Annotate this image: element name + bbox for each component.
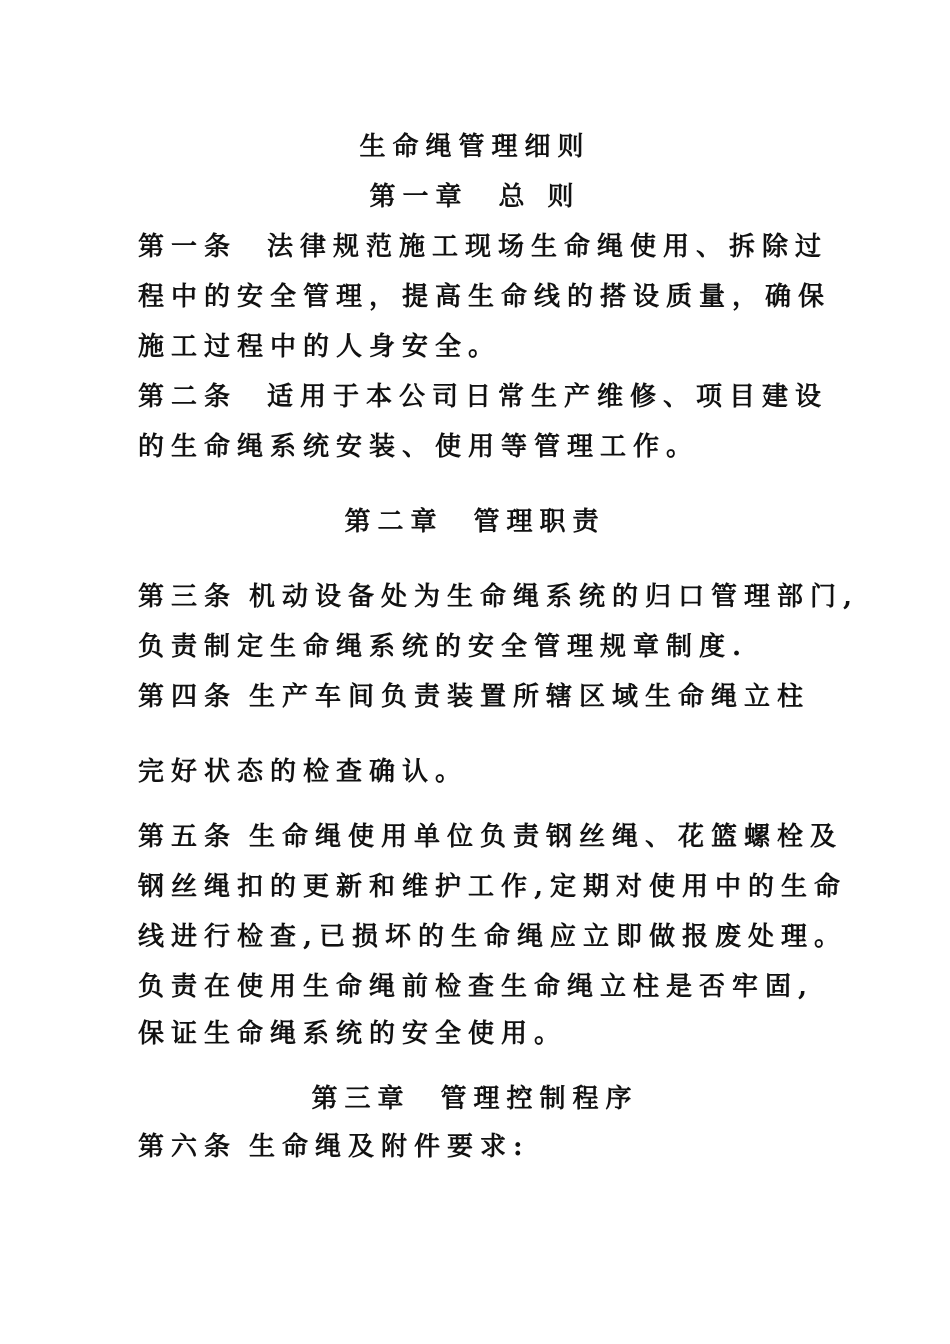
article-5-line-1: 第五条 生命绳使用单位负责钢丝绳、花篮螺栓及 (138, 822, 844, 852)
article-2-line-1: 第二条 适用于本公司日常生产维修、项目建设 (138, 382, 829, 412)
article-5-label: 第五条 (138, 822, 238, 852)
chapter-2-name: 管理职责 (473, 507, 606, 537)
article-6-line-1: 第六条 生命绳及附件要求: (138, 1132, 530, 1162)
article-1-line-3: 施工过程中的人身安全。 (138, 332, 502, 362)
document-title: 生命绳管理细则 (359, 132, 591, 162)
chapter-1-name: 总 则 (498, 182, 581, 212)
chapter-3-name: 管理控制程序 (440, 1084, 639, 1114)
article-3-line-2: 负责制定生命绳系统的安全管理规章制度. (138, 632, 749, 662)
article-2-line-2: 的生命绳系统安装、使用等管理工作。 (138, 432, 700, 462)
article-3-line-1: 第三条 机动设备处为生命绳系统的归口管理部门, (138, 582, 860, 612)
article-5-line-2: 钢丝绳扣的更新和维护工作,定期对使用中的生命 (138, 872, 848, 902)
article-4-line-2: 完好状态的检查确认。 (138, 757, 469, 787)
chapter-3-heading (0, 1082, 950, 1116)
article-1-label: 第一条 (138, 232, 238, 262)
article-4-line-1: 第四条 生产车间负责装置所辖区域生命绳立柱 (138, 682, 811, 712)
article-4-label: 第四条 (138, 682, 238, 712)
article-2-label: 第二条 (138, 382, 238, 412)
article-5-line-3: 线进行检查,已损坏的生命绳应立即做报废处理。 (138, 922, 848, 952)
article-1-line-2: 程中的安全管理，提高生命线的搭设质量，确保 (138, 282, 832, 312)
chapter-2-heading (0, 505, 950, 539)
article-3-label: 第三条 (138, 582, 238, 612)
chapter-2-label: 第二章 (344, 507, 444, 537)
article-5-line-5: 保证生命绳系统的安全使用。 (138, 1019, 568, 1049)
article-6-label: 第六条 (138, 1132, 238, 1162)
article-5-line-4: 负责在使用生命绳前检查生命绳立柱是否牢固, (138, 972, 815, 1002)
chapter-1-heading (0, 180, 950, 214)
article-1-line-1: 第一条 法律规范施工现场生命绳使用、拆除过 (138, 232, 829, 262)
chapter-1-label: 第一章 (369, 182, 469, 212)
chapter-3-label: 第三章 (311, 1084, 411, 1114)
